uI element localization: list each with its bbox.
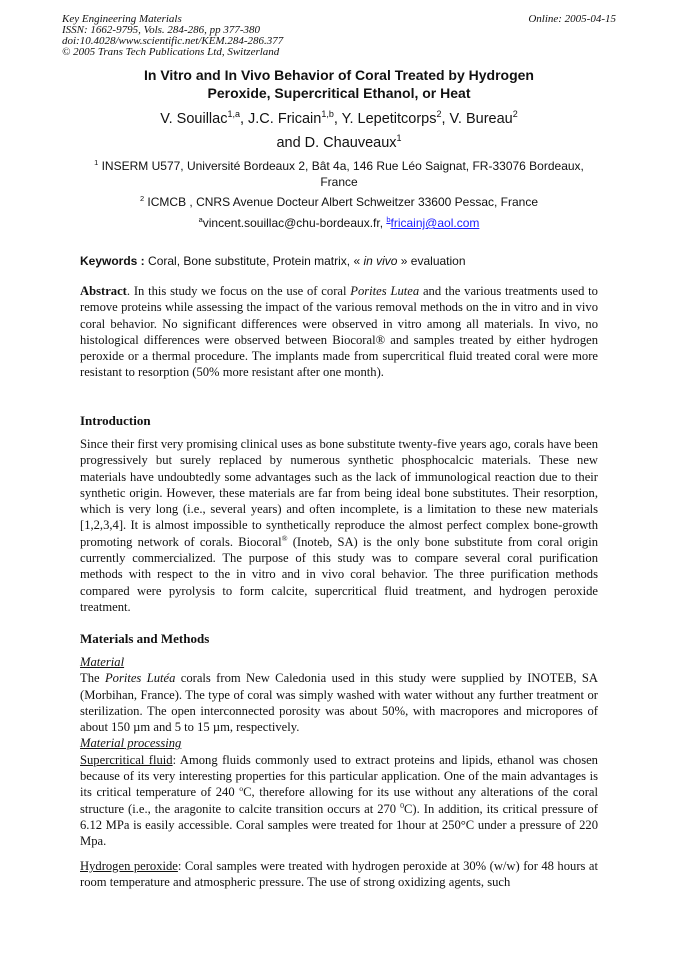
registered-mark: ® (281, 533, 288, 543)
journal-copyright: © 2005 Trans Tech Publications Ltd, Switzerland (62, 46, 280, 58)
author-name: , Y. Lepetitcorps (333, 111, 437, 127)
hydrogen-peroxide-label: Hydrogen peroxide (80, 859, 178, 873)
abstract-species: Porites Lutea (350, 284, 420, 298)
processing-subheading: Material processing (80, 736, 182, 751)
affiliation-text: INSERM U577, Université Bordeaux 2, Bât 4a, 146 Rue Léo Saignat, FR-33076 Bordeaux, (98, 159, 584, 173)
material-species: Porites Lutéa (104, 671, 176, 686)
author-superscript: 1 (396, 133, 402, 144)
author-name: , V. Bureau (441, 111, 513, 127)
authors-line-2 (60, 131, 618, 155)
title-line-1: In Vitro and In Vivo Behavior of Coral Treated by Hydrogen (143, 67, 534, 83)
journal-doi: doi:10.4028/www.scientific.net/KEM.284-286.377 (62, 35, 284, 47)
affiliation-superscript: 2 (139, 194, 145, 203)
abstract (80, 283, 598, 381)
hydrogen-peroxide-text: : Coral samples were treated with hydrogen peroxide at 30% (w/w) for 48 hours at room temperature and atmospheric pressure. The use of strong oxidizing agents, such (80, 859, 598, 890)
author-list (60, 107, 618, 155)
author-superscript: 2 (436, 109, 442, 120)
affiliation-1 (62, 158, 616, 190)
methods-heading: Materials and Methods (80, 631, 210, 646)
online-date: Online: 2005-04-15 (528, 13, 616, 25)
material-text: corals from New Caledonia used in this study were supplied by INOTEB, SA (Morbihan, France). The type of coral was simply washed with water without any further treatment or sterilization. The open interconnected porosity was about 50%, with macropores and micropores of about 150 µm and 5 to 15 µm, respectively. (80, 671, 599, 735)
author-name: and D. Chauveaux (276, 135, 397, 151)
author-name: , J.C. Fricain (239, 111, 322, 127)
abstract-label: Abstract (80, 284, 127, 298)
supercritical-paragraph (80, 752, 598, 850)
title-line-2: Peroxide, Supercritical Ethanol, or Heat (207, 85, 471, 101)
email-a: vincent.souillac@chu-bordeaux.fr, (202, 216, 387, 230)
email-superscript: b (386, 215, 391, 224)
journal-issn: ISSN: 1662-9795, Vols. 284-286, pp 377-380 (62, 24, 260, 36)
intro-text: Since their first very promising clinical uses as bone substitute twenty-five years ago, corals have been progressively but surely replaced by numerous synthetic phosphocalcic materials. These new materials have undoubtedly some advantages such as the lack of immunological reaction due to their synthetic origin. However, these materials are far from being ideal bone substitutes. Their resorption, which is very long (i.e., several years) and often incomplete, is a limitation to these new materials [1,2,3,4]. It is almost impossible to synthetically reproduce the almost perfect complex bone-growth promoting network of corals. Biocoral (80, 437, 598, 549)
author-superscript: 1,b (321, 109, 334, 120)
degree-superscript: o (239, 784, 244, 794)
material-subheading: Material (80, 655, 125, 669)
supercritical-text: C, therefore allowing for its use without any alterations of the coral structure (i.e., the aragonite to calcite transition occurs at 270 (80, 785, 599, 816)
journal-header (62, 14, 616, 58)
email-b-link[interactable]: fricainj@aol.com (390, 216, 480, 230)
methods-section (80, 654, 598, 850)
author-emails (62, 215, 616, 231)
affiliation-2 (62, 194, 616, 210)
material-paragraph (80, 670, 598, 735)
affiliation-text: France (320, 175, 358, 189)
intro-text: (Inoteb, SA) is the only bone substitute from coral origin currently commercialized. The purpose of this study was to compare several coral purification methods with respect to the in vitro and in vivo coral behavior. The three purification methods compared were pyrolysis to form calcite, supercritical fluid treatment, and hydrogen peroxide treatment. (80, 534, 598, 614)
supercritical-label: Supercritical fluid (80, 752, 173, 767)
keywords-text: Coral, Bone substitute, Protein matrix, « (144, 254, 364, 268)
keywords (80, 253, 616, 269)
supercritical-text: : Among fluids commonly used to extract proteins and lipids, ethanol was chosen because of its very interesting properties for this particular application. One of the main advantages is its critical temperature of 240 (80, 752, 598, 800)
keywords-italic: in vivo (363, 254, 398, 268)
journal-name: Key Engineering Materials (62, 13, 182, 25)
supercritical-text: C). In addition, its critical pressure of 6.12 MPa is easily accessible. Coral samples were treated for 1hour at 250°C under a pressure of 220 Mpa. (80, 801, 598, 849)
abstract-text: . In this study we focus on the use of coral (126, 284, 351, 298)
affiliation-superscript: 1 (94, 158, 99, 167)
email-superscript: a (198, 215, 203, 224)
material-text: The (80, 671, 105, 686)
introduction-paragraph (80, 436, 598, 615)
affiliation-text: ICMCB , CNRS Avenue Docteur Albert Schweitzer 33600 Pessac, France (144, 195, 539, 209)
author-name: V. Souillac (160, 111, 228, 127)
keywords-label: Keywords : (80, 254, 145, 268)
author-superscript: 1,a (227, 109, 240, 120)
hydrogen-peroxide-paragraph (80, 858, 598, 891)
authors-line-1 (60, 107, 618, 131)
author-superscript: 2 (512, 109, 518, 120)
keywords-text: » evaluation (397, 254, 466, 268)
abstract-text: and the various treatments used to remove proteins while assessing the impact of the various removal methods on the in vitro and in vivo coral behavior. No significant differences were observed in vitro among all materials. In vivo, no histological differences were observed between Biocoral® and samples treated by either hydrogen peroxide or a thermal procedure. The implants made from supercritical fluid treated coral were more resistant to resorption (50% more resistant after one month). (80, 284, 598, 380)
paper-title (60, 66, 618, 102)
degree-superscript: 0 (400, 800, 405, 810)
introduction-heading: Introduction (80, 413, 151, 428)
